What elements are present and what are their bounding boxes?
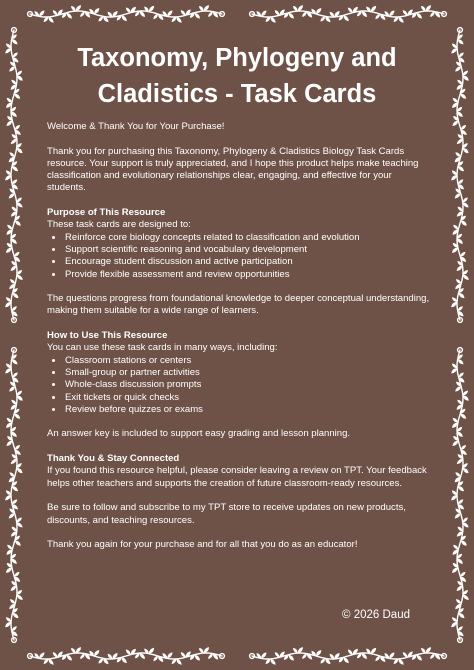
list-item: • Support scientific reasoning and vocabulary development bbox=[64, 244, 431, 256]
list-item: • Encourage student discussion and active participation bbox=[64, 256, 431, 268]
list-item: • Whole-class discussion prompts bbox=[64, 379, 431, 391]
usage-intro: You can use these task cards in many ways, including: bbox=[47, 342, 278, 354]
list-item: • Small-group or partner activities bbox=[64, 367, 431, 379]
follow-paragraph: Be sure to follow and subscribe to my TPT store to receive updates on new products, discounts, and teaching resources. bbox=[47, 502, 406, 526]
purpose-intro: These task cards are designed to: bbox=[47, 219, 191, 231]
welcome-text: Welcome & Thank You for Your Purchase! bbox=[47, 121, 225, 132]
copyright-text: © 2026 Daud bbox=[342, 609, 410, 621]
connected-heading: Thank You & Stay Connected bbox=[47, 453, 180, 465]
list-item: • Exit tickets or quick checks bbox=[64, 392, 431, 404]
body-content bbox=[47, 121, 431, 564]
connected-paragraph: If you found this resource helpful, please consider leaving a review on TPT. Your feedback helps other teachers and supports the creation of future classroom-ready resources. bbox=[47, 465, 427, 489]
title-line-1: Taxonomy, Phylogeny and bbox=[77, 44, 397, 72]
usage-heading: How to Use This Resource bbox=[47, 330, 168, 342]
progress-paragraph: The questions progress from foundational knowledge to deeper conceptual understanding, making them suitable for a wide range of learners. bbox=[47, 293, 430, 317]
closing-text: Thank you again for your purchase and for all that you do as an educator! bbox=[47, 539, 358, 551]
purpose-list bbox=[47, 232, 431, 281]
list-item: • Reinforce core biology concepts related to classification and evolution bbox=[64, 232, 431, 244]
usage-list bbox=[47, 355, 431, 416]
list-item: • Review before quizzes or exams bbox=[64, 404, 431, 416]
title-line-2: Cladistics - Task Cards bbox=[97, 80, 377, 108]
page-title bbox=[40, 40, 434, 112]
answer-key-text: An answer key is included to support easy grading and lesson planning. bbox=[47, 428, 351, 440]
list-item: • Classroom stations or centers bbox=[64, 355, 431, 367]
list-item: • Provide flexible assessment and review opportunities bbox=[64, 269, 431, 281]
thanks-paragraph: Thank you for purchasing this Taxonomy, Phylogeny & Cladistics Biology Task Cards resource. Your support is truly appreciated, and I hope this product helps make teaching classification and evolutionary relationships clear, engaging, and effective for your students. bbox=[47, 145, 419, 194]
purpose-heading: Purpose of This Resource bbox=[47, 207, 166, 219]
